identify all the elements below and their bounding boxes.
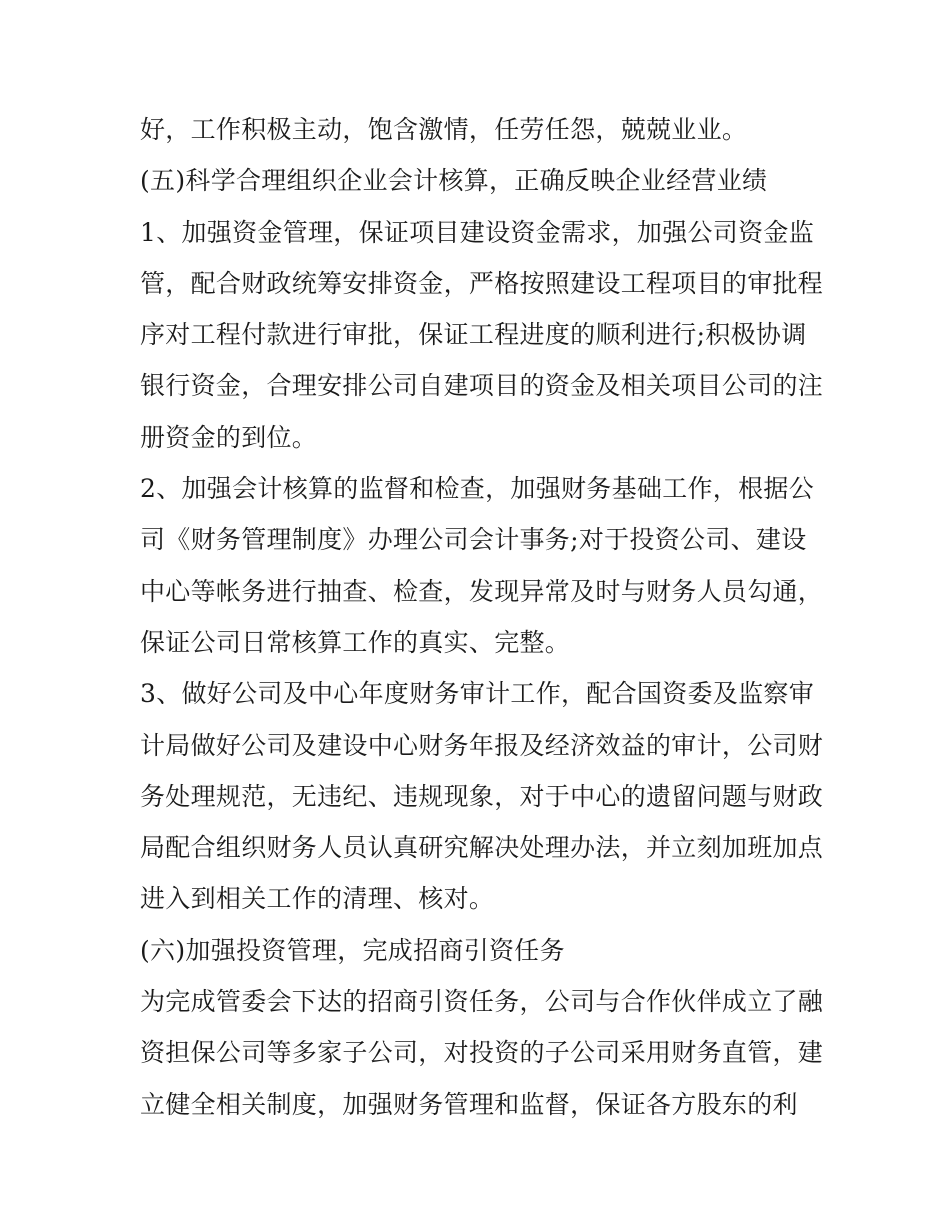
section-heading: (六)加强投资管理，完成招商引资任务 bbox=[140, 935, 565, 965]
text-line: 立健全相关制度，加强财务管理和监督，保证各方股东的利 bbox=[140, 1089, 798, 1119]
text-line: 务处理规范，无违纪、违规现象，对于中心的遗留问题与财政 bbox=[140, 781, 824, 811]
text-line: 资担保公司等多家子公司，对投资的子公司采用财务直管，建 bbox=[140, 1038, 824, 1068]
text-line: 册资金的到位。 bbox=[140, 422, 318, 452]
text-line: 3、做好公司及中心年度财务审计工作，配合国资委及监察审 bbox=[140, 679, 815, 709]
text-line: 为完成管委会下达的招商引资任务，公司与合作伙伴成立了融 bbox=[140, 987, 824, 1017]
text-line: 保证公司日常核算工作的真实、完整。 bbox=[140, 627, 571, 657]
text-line: 2、加强会计核算的监督和检查，加强财务基础工作，根据公 bbox=[140, 474, 815, 504]
text-line: 司《财务管理制度》办理公司会计事务;对于投资公司、建设 bbox=[140, 525, 807, 555]
section-heading: (五)科学合理组织企业会计核算，正确反映企业经营业绩 bbox=[140, 166, 768, 196]
document-body bbox=[140, 104, 824, 1130]
text-line: 银行资金，合理安排公司自建项目的资金及相关项目公司的注 bbox=[140, 371, 824, 401]
text-line: 好，工作积极主动，饱含激情，任劳任怨，兢兢业业。 bbox=[140, 115, 748, 144]
text-line: 中心等帐务进行抽查、检查，发现异常及时与财务人员勾通， bbox=[140, 576, 824, 606]
text-line: 局配合组织财务人员认真研究解决处理办法，并立刻加班加点 bbox=[140, 833, 824, 863]
text-line: 进入到相关工作的清理、核对。 bbox=[140, 884, 495, 914]
text-line: 计局做好公司及建设中心财务年报及经济效益的审计，公司财 bbox=[140, 730, 824, 760]
text-line: 1、加强资金管理，保证项目建设资金需求，加强公司资金监 bbox=[140, 217, 815, 247]
text-line: 管，配合财政统筹安排资金，严格按照建设工程项目的审批程 bbox=[140, 268, 824, 298]
text-line: 序对工程付款进行审批，保证工程进度的顺利进行;积极协调 bbox=[140, 320, 807, 350]
